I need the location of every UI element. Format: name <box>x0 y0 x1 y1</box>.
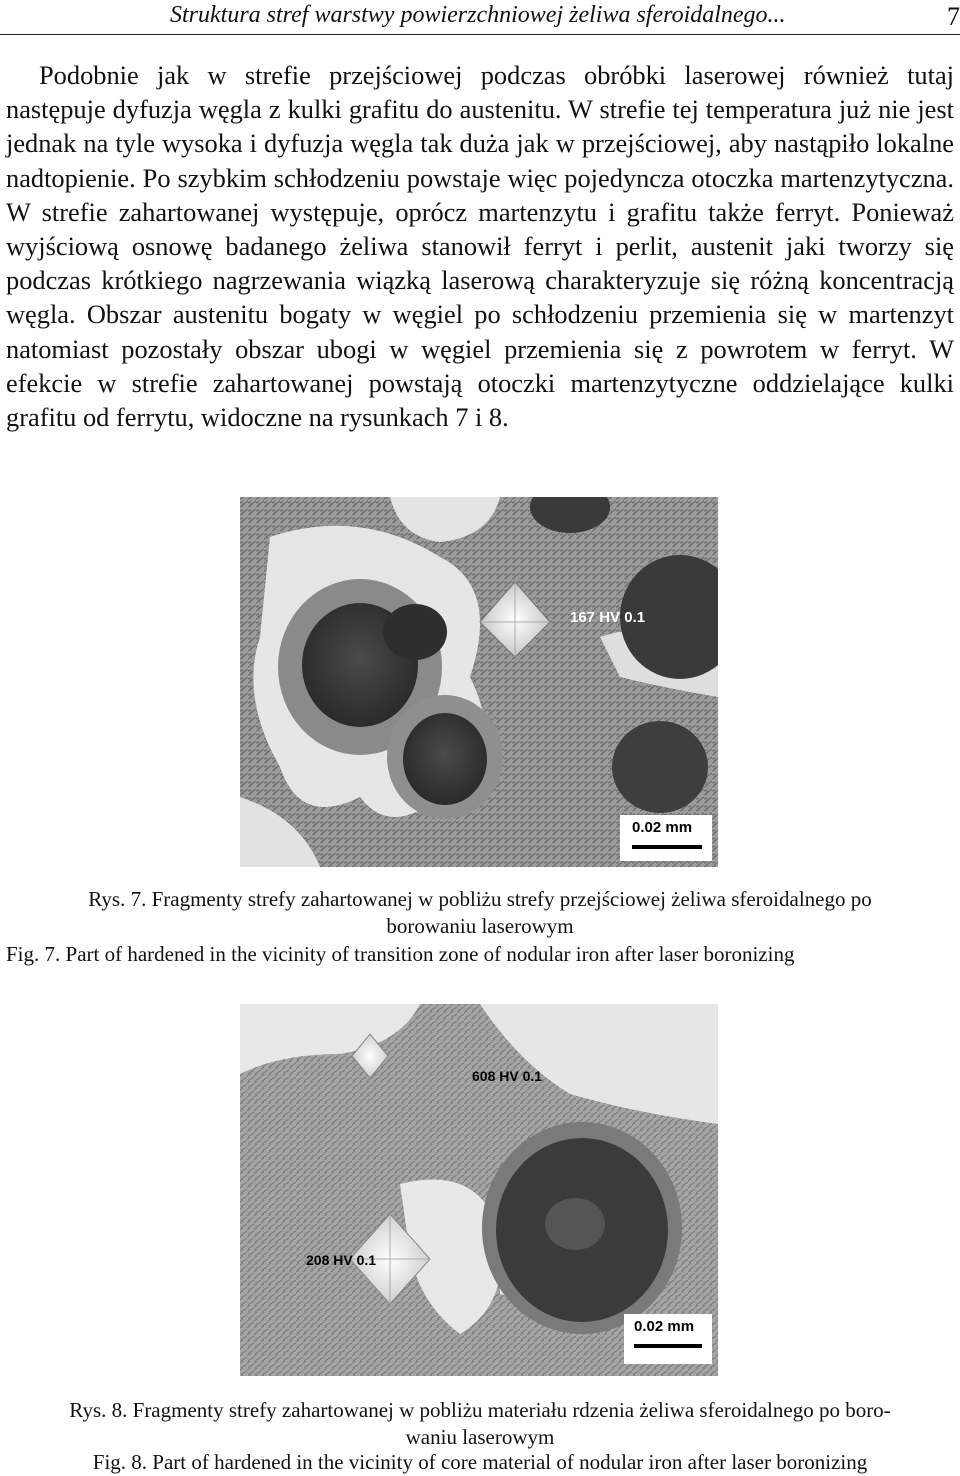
scale-bar-label: 0.02 mm <box>634 1318 695 1335</box>
figure-8-micrograph <box>240 1004 718 1376</box>
caption-line: Rys. 8. Fragmenty strefy zahartowanej w pobliżu materiału rdzenia żeliwa sferoidalnego po boro- <box>69 1398 891 1422</box>
scale-bar-label: 0.02 mm <box>632 819 693 836</box>
figure-7-micrograph <box>240 497 718 867</box>
figure-8-caption-en: Fig. 8. Part of hardened in the vicinity of core material of nodular iron after laser boronizing <box>92 1450 868 1474</box>
running-header <box>0 0 960 35</box>
page-number: 7 <box>947 2 960 31</box>
caption-line: waniu laserowym <box>405 1425 555 1449</box>
hardness-label-2: 208 HV 0.1 <box>306 1252 377 1268</box>
figure-8-caption-pl <box>0 1397 960 1451</box>
figure-7-caption-pl <box>0 886 960 940</box>
micrograph-7-image <box>240 497 718 867</box>
body-paragraph: Podobnie jak w strefie przejściowej podczas obróbki laserowej również tutaj następuje dyfuzja węgla z kulki grafitu do austenitu. W strefie tej temperatura już nie jest jednak na tyle wysoka i dyfuzja węgla tak duża jak w przejściowej, aby nastąpiło lokalne nadtopienie. Po szybkim schłodzeniu powstaje więc pojedyncza otoczka martenzytyczna. W strefie zahartowanej występuje, oprócz martenzytu i grafitu także ferryt. Ponieważ wyjściową osnowę badanego żeliwa stanowił ferryt i perlit, austenit jaki tworzy się podczas krótkiego nagrzewania wiązką laserową charakteryzuje się różną koncentracją węgla. Obszar austenitu bogaty w węgiel po schłodzeniu przemienia się w martenzyt natomiast pozostały obszar ubogi w węgiel przemienia się z powrotem w ferryt. W efekcie w strefie zahartowanej powstają otoczki martenzytyczne oddzielające kulki grafitu od ferrytu, widoczne na rysunkach 7 i 8. <box>6 60 954 433</box>
caption-line: borowaniu laserowym <box>386 914 574 938</box>
hardness-label-1: 608 HV 0.1 <box>472 1068 543 1084</box>
hardness-label: 167 HV 0.1 <box>570 609 646 626</box>
figure-7-caption-en: Fig. 7. Part of hardened in the vicinity of transition zone of nodular iron after laser boronizing <box>6 942 795 966</box>
caption-line: Rys. 7. Fragmenty strefy zahartowanej w pobliżu strefy przejściowej żeliwa sferoidalnego po <box>88 887 872 911</box>
running-title: Struktura stref warstwy powierzchniowej żeliwa sferoidalnego... <box>170 2 786 28</box>
